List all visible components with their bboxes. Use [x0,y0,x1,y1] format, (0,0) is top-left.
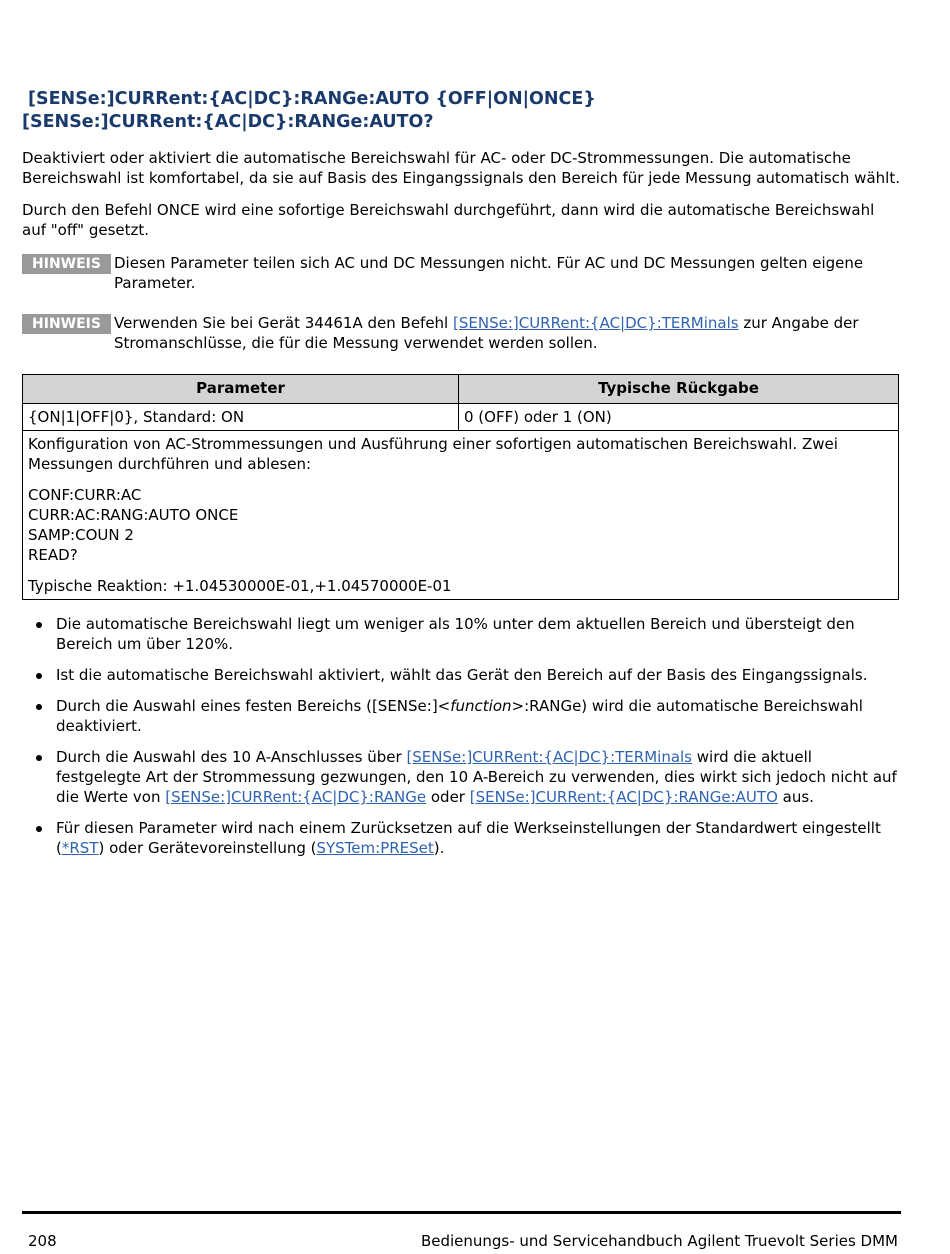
once-paragraph: Durch den Befehl ONCE wird eine sofortige Bereichswahl durchgeführt, dann wird die automatische Bereichswahl auf "off" gesetzt. [22,201,875,239]
header-parameter: Parameter [23,375,459,404]
list-item [34,747,900,807]
function-placeholder: function [450,697,512,715]
title-line-2: [SENSe:]CURRent:{AC|DC}:RANGe:AUTO? [22,112,434,132]
code-line: SAMP:COUN 2 [28,526,134,544]
footer-title: Bedienungs- und Servicehandbuch Agilent Truevolt Series DMM [420,1232,898,1250]
table-row [23,404,899,431]
range-link[interactable]: [SENSe:]CURRent:{AC|DC}:RANGe [165,788,427,806]
text-part: >:RANGe) wird die automatische Bereichswahl deaktiviert. [56,697,863,735]
note-text-part: Verwenden Sie bei Gerät 34461A den Befehl [114,314,453,332]
typical-reaction: Typische Reaktion: +1.04530000E-01,+1.04570000E-01 [28,577,452,595]
text-part: ) oder Gerätevoreinstellung ( [98,839,317,857]
note-block-2 [22,313,900,353]
code-line: CURR:AC:RANG:AUTO ONCE [28,506,239,524]
text-part: Durch die Auswahl eines festen Bereichs ([SENSe:]< [56,697,451,715]
rst-link[interactable]: *RST [61,839,99,857]
parameter-cell: {ON|1|OFF|0}, Standard: ON [23,404,459,431]
list-item [34,818,900,858]
example-cell [23,431,899,600]
footer-divider [22,1211,901,1214]
header-return: Typische Rückgabe [459,375,899,404]
text-part: Für diesen Parameter wird nach einem Zurücksetzen auf die Werkseinstellungen der Standardwert eingestellt ( [56,819,881,857]
text-part: oder [426,788,470,806]
list-item: Ist die automatische Bereichswahl aktiviert, wählt das Gerät den Bereich auf der Basis des Eingangssignals. [34,665,900,685]
system-preset-link[interactable]: SYSTem:PRESet [316,839,434,857]
terminals-link[interactable]: [SENSe:]CURRent:{AC|DC}:TERMinals [453,314,739,332]
return-cell: 0 (OFF) oder 1 (ON) [459,404,899,431]
range-auto-link[interactable]: [SENSe:]CURRent:{AC|DC}:RANGe:AUTO [469,788,778,806]
note-text [114,313,900,353]
parameter-table [22,374,899,600]
text-part: aus. [777,788,814,806]
list-item [34,696,900,736]
text-part: Durch die Auswahl des 10 A-Anschlusses über [56,748,407,766]
code-line: CONF:CURR:AC [28,486,142,504]
table-header-row [23,375,899,404]
text-part: wird die aktuell festgelegte Art der Strommessung gezwungen, den 10 A-Bereich zu verwenden, dies wirkt sich jedoch nicht auf die Werte von [56,748,897,806]
example-intro: Konfiguration von AC-Strommessungen und Ausführung einer sofortigen automatischen Bereichswahl. Zwei Messungen durchführen und ablesen: [28,435,838,473]
page-number: 208 [28,1232,57,1250]
note-block-1 [22,253,900,293]
description-paragraph: Deaktiviert oder aktiviert die automatische Bereichswahl für AC- oder DC-Strommessungen. Die automatische Bereichswahl ist komfortabel, da sie auf Basis des Eingangssignals den Bereich für jede Messung automatisch wählt. [22,149,900,187]
text-part: ). [433,839,445,857]
note-badge: HINWEIS [22,314,111,334]
title-line-1: [SENSe:]CURRent:{AC|DC}:RANGe:AUTO {OFF|ON|ONCE} [28,89,596,109]
page-title [22,88,596,134]
note-text-part: zur Angabe der Stromanschlüsse, die für die Messung verwendet werden sollen. [114,314,859,352]
list-item: Die automatische Bereichswahl liegt um weniger als 10% unter dem aktuellen Bereich und übersteigt den Bereich um über 120%. [34,614,900,654]
code-line: READ? [28,546,78,564]
table-row [23,431,899,600]
note-badge: HINWEIS [22,254,111,274]
note-text: Diesen Parameter teilen sich AC und DC Messungen nicht. Für AC und DC Messungen gelten eigene Parameter. [114,254,864,292]
bullet-list [34,614,900,869]
terminals-link[interactable]: [SENSe:]CURRent:{AC|DC}:TERMinals [406,748,693,766]
